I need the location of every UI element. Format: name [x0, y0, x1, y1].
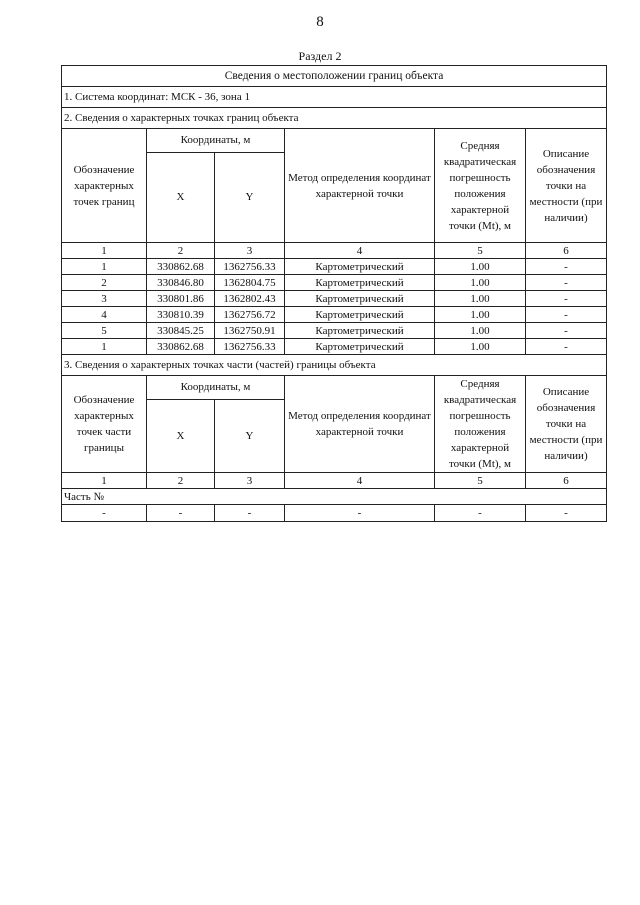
- table-row: [62, 259, 607, 275]
- coord-x: 330810.39: [147, 307, 215, 323]
- table-title: Сведения о местоположении границ объекта: [62, 66, 607, 87]
- col-number: 5: [435, 473, 526, 489]
- mt-value: 1.00: [435, 275, 526, 291]
- page-number: 8: [316, 14, 324, 30]
- header-description: Описание обозначения точки на местности (при наличии): [526, 376, 607, 473]
- coord-x: 330862.68: [147, 339, 215, 355]
- col-number: 1: [62, 473, 147, 489]
- point-id: 4: [62, 307, 147, 323]
- mt-value: 1.00: [435, 291, 526, 307]
- description: -: [526, 323, 607, 339]
- coord-x: 330846.80: [147, 275, 215, 291]
- col-number: 4: [285, 243, 435, 259]
- col-number: 3: [215, 243, 285, 259]
- mt-value: 1.00: [435, 259, 526, 275]
- method: Картометрический: [285, 259, 435, 275]
- header-designation: Обозначение характерных точек границ: [62, 129, 147, 243]
- coord-x: 330862.68: [147, 259, 215, 275]
- header-x: X: [147, 400, 215, 473]
- header-y: Y: [215, 153, 285, 243]
- boundaries-table: [61, 65, 607, 522]
- col-number: 3: [215, 473, 285, 489]
- table-row: [62, 307, 607, 323]
- method: Картометрический: [285, 275, 435, 291]
- header-error: Средняя квадратическая погрешность положения характерной точки (Mt), м: [435, 129, 526, 243]
- table-row: [62, 275, 607, 291]
- description: -: [526, 291, 607, 307]
- empty-cell: -: [215, 505, 285, 522]
- header-error: Средняя квадратическая погрешность положения характерной точки (Mt), м: [435, 376, 526, 473]
- method: Картометрический: [285, 339, 435, 355]
- header-description: Описание обозначения точки на местности (при наличии): [526, 129, 607, 243]
- sub3-title: 3. Сведения о характерных точках части (частей) границы объекта: [62, 355, 607, 376]
- coord-y: 1362756.33: [215, 339, 285, 355]
- empty-cell: -: [526, 505, 607, 522]
- empty-cell: -: [435, 505, 526, 522]
- header-coords: Координаты, м: [147, 129, 285, 153]
- col-number: 2: [147, 473, 215, 489]
- empty-cell: -: [285, 505, 435, 522]
- coord-y: 1362756.33: [215, 259, 285, 275]
- point-id: 3: [62, 291, 147, 307]
- header-designation-part: Обозначение характерных точек части границы: [62, 376, 147, 473]
- col-number: 6: [526, 473, 607, 489]
- point-id: 1: [62, 259, 147, 275]
- method: Картометрический: [285, 307, 435, 323]
- method: Картометрический: [285, 291, 435, 307]
- table-row: [62, 323, 607, 339]
- coord-x: 330845.25: [147, 323, 215, 339]
- empty-cell: -: [62, 505, 147, 522]
- header-method: Метод определения координат характерной точки: [285, 376, 435, 473]
- point-id: 2: [62, 275, 147, 291]
- mt-value: 1.00: [435, 307, 526, 323]
- col-number: 4: [285, 473, 435, 489]
- empty-cell: -: [147, 505, 215, 522]
- column-numbers-row: [62, 243, 607, 259]
- mt-value: 1.00: [435, 323, 526, 339]
- col-number: 5: [435, 243, 526, 259]
- sub2-title: 2. Сведения о характерных точках границ объекта: [62, 108, 607, 129]
- header-coords: Координаты, м: [147, 376, 285, 400]
- description: -: [526, 307, 607, 323]
- coord-y: 1362756.72: [215, 307, 285, 323]
- coord-x: 330801.86: [147, 291, 215, 307]
- col-number: 2: [147, 243, 215, 259]
- header-x: X: [147, 153, 215, 243]
- header-method: Метод определения координат характерной точки: [285, 129, 435, 243]
- coord-system: 1. Система координат: МСК - 36, зона 1: [62, 87, 607, 108]
- description: -: [526, 259, 607, 275]
- mt-value: 1.00: [435, 339, 526, 355]
- description: -: [526, 275, 607, 291]
- col-number: 1: [62, 243, 147, 259]
- point-id: 1: [62, 339, 147, 355]
- coord-y: 1362750.91: [215, 323, 285, 339]
- point-id: 5: [62, 323, 147, 339]
- table-row: [62, 505, 607, 522]
- column-numbers-row: [62, 473, 607, 489]
- coord-y: 1362804.75: [215, 275, 285, 291]
- method: Картометрический: [285, 323, 435, 339]
- part-label: Часть №: [62, 489, 607, 505]
- col-number: 6: [526, 243, 607, 259]
- table-row: [62, 339, 607, 355]
- coord-y: 1362802.43: [215, 291, 285, 307]
- description: -: [526, 339, 607, 355]
- header-y: Y: [215, 400, 285, 473]
- section-title: Раздел 2: [298, 49, 342, 63]
- table-row: [62, 291, 607, 307]
